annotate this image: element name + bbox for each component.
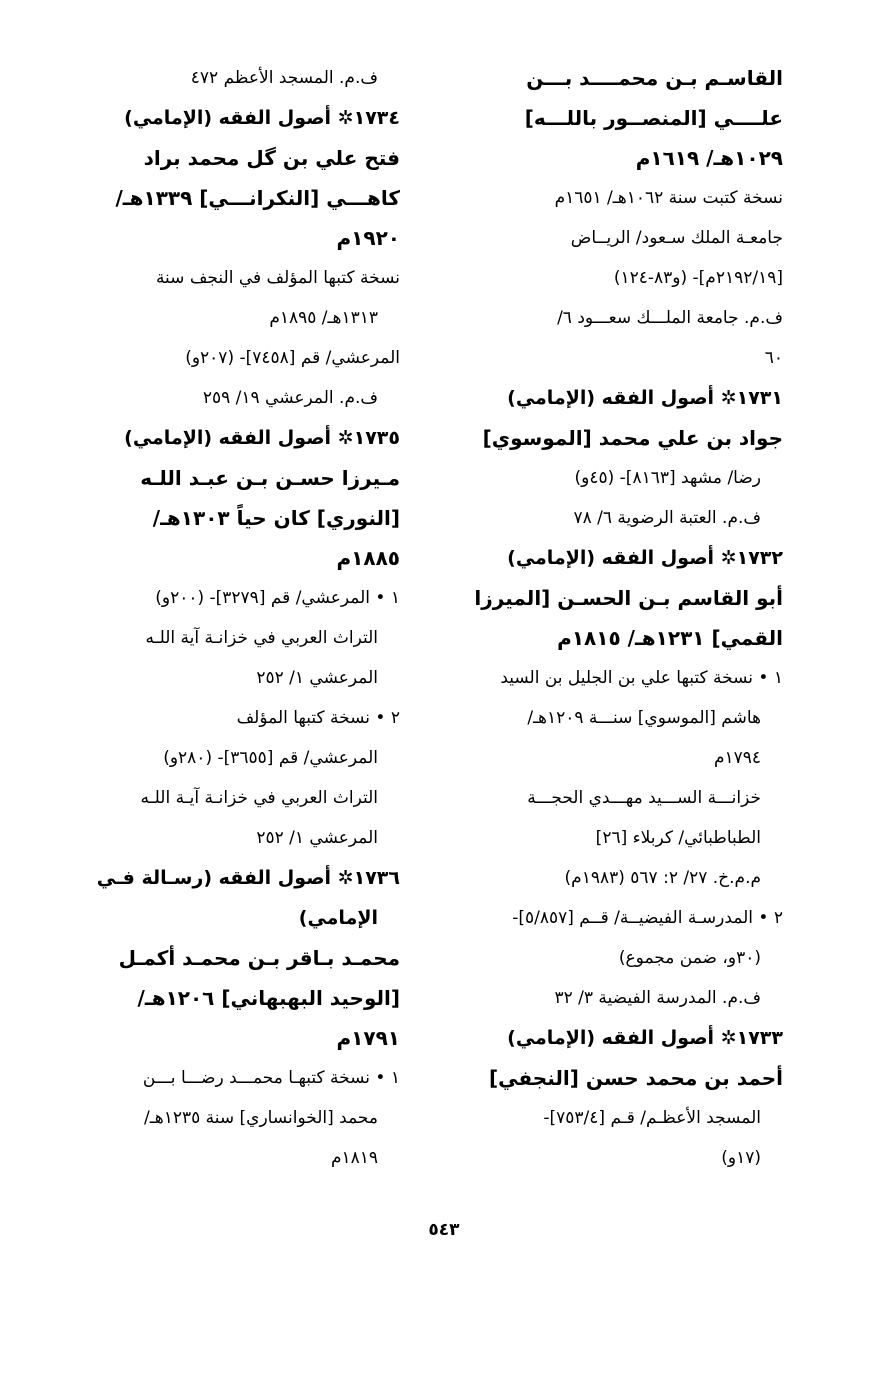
left-column <box>66 58 400 1178</box>
text-line: علــــي [المنصــور باللـــه] <box>524 106 783 130</box>
text-line: [النوري] كان حياً ١٣٠٣هـ/ <box>152 506 400 530</box>
text-line: ٦٠ <box>764 348 783 368</box>
text-line: ١٠٢٩هـ/ ١٦١٩م <box>635 146 783 170</box>
text-line: الطباطبائي/ كربلاء [٢٦] <box>595 828 761 848</box>
text-line: محمد [الخوانساري] سنة ١٢٣٥هـ/ <box>144 1108 378 1128</box>
text-line: خزانـــة الســـيد مهـــدي الحجـــة <box>527 788 761 808</box>
text-line: جامعـة الملك سـعود/ الريــاض <box>570 228 783 248</box>
text-line: المرعشي ١/ ٢٥٢ <box>256 828 378 848</box>
text-line: الإمامي) <box>298 907 378 929</box>
text-line: ١٨١٩م <box>330 1148 378 1168</box>
text-line: ١٧٣٥✲ أصول الفقه (الإمامي) <box>124 427 400 449</box>
text-line: ف.م. المدرسة الفيضية ٣/ ٣٢ <box>554 988 761 1008</box>
text-line: ف.م. المرعشي ١٩/ ٢٥٩ <box>202 388 378 408</box>
text-line: ١٧٣١✲ أصول الفقه (الإمامي) <box>507 387 783 409</box>
page-number: ٥٤٣ <box>428 1220 460 1240</box>
text-line: ف.م. جامعة الملـــك سعـــود ٦/ <box>557 308 783 328</box>
text-line: ١٩٢٠م <box>336 226 400 250</box>
text-line: مـيرزا حسـن بـن عبـد اللـه <box>140 466 400 490</box>
text-line: المسجد الأعظـم/ قـم [٧٥٣/٤]- <box>543 1108 761 1128</box>
text-line: ١٧٩٤م <box>713 748 761 768</box>
text-line: المرعشي/ قم [٣٦٥٥]- (٢٨٠و) <box>163 748 378 768</box>
text-line: ١٨٨٥م <box>336 546 400 570</box>
text-line: ١٧٣٣✲ أصول الفقه (الإمامي) <box>507 1027 783 1049</box>
text-line: (٣٠و، ضمن مجموع) <box>618 948 761 968</box>
text-line: كاهـــي [النكرانـــي] ١٣٣٩هـ/ <box>115 186 400 210</box>
text-line: فتح علي بن گل محمد براد <box>143 146 400 170</box>
text-line: (١٧و) <box>721 1148 761 1168</box>
text-line: ١٧٣٢✲ أصول الفقه (الإمامي) <box>507 547 783 569</box>
text-line: ١ • نسخة كتبهـا محمـــد رضـــا بـــن <box>142 1068 400 1088</box>
text-line: القاسـم بـن محمــــد بـــن <box>526 66 783 90</box>
text-line: ف.م. المسجد الأعظم ٤٧٢ <box>190 68 378 88</box>
text-line: ٢ • نسخة كتبها المؤلف <box>236 708 400 728</box>
text-line: محمـد بـاقر بـن محمـد أكمـل <box>118 946 400 970</box>
text-line: ٢ • المدرسـة الفيضيــة/ قــم [٥/٨٥٧]- <box>512 908 783 928</box>
text-line: أبو القاسم بـن الحسـن [الميرزا <box>474 586 783 610</box>
text-line: ١ • المرعشي/ قم [٣٢٧٩]- (٢٠٠و) <box>155 588 400 608</box>
text-line: [٢١٩٢/١٩م]- (و٨٣-١٢٤) <box>613 268 783 288</box>
text-line: المرعشي/ قم [٧٤٥٨]- (٢٠٧و) <box>185 348 400 368</box>
text-line: هاشم [الموسوي] سنـــة ١٢٠٩هـ/ <box>527 708 761 728</box>
text-line: ١ • نسخة كتبها علي بن الجليل بن السيد <box>500 668 783 688</box>
right-column <box>443 58 783 1178</box>
text-line: نسخة كتبها المؤلف في النجف سنة <box>155 268 400 288</box>
text-line: ١٧٣٤✲ أصول الفقه (الإمامي) <box>124 107 400 129</box>
text-line: ف.م. العتبة الرضوية ٦/ ٧٨ <box>573 508 761 528</box>
text-line: ١٧٣٦✲ أصول الفقه (رسـالة فـي <box>96 867 400 889</box>
text-line: ١٣١٣هـ/ ١٨٩٥م <box>269 308 378 328</box>
text-line: المرعشي ١/ ٢٥٢ <box>256 668 378 688</box>
text-line: [الوحيد البهبهاني] ١٢٠٦هـ/ <box>137 986 400 1010</box>
text-line: أحمد بن محمد حسن [النجفي] <box>489 1066 783 1090</box>
text-line: التراث العربي في خزانـة آيـة اللـه <box>140 788 378 808</box>
text-line: م.م.خ. ٢٧/ ٢: ٥٦٧ (١٩٨٣م) <box>564 868 761 888</box>
text-line: نسخة كتبت سنة ١٠٦٢هـ/ ١٦٥١م <box>554 188 783 208</box>
text-line: ١٧٩١م <box>336 1026 400 1050</box>
text-line: التراث العربي في خزانـة آية اللـه <box>145 628 378 648</box>
text-line: القمي] ١٢٣١هـ/ ١٨١٥م <box>557 626 783 650</box>
text-line: جواد بن علي محمد [الموسوي] <box>482 426 783 450</box>
text-line: رضا/ مشهد [٨١٦٣]- (٤٥و) <box>574 468 761 488</box>
